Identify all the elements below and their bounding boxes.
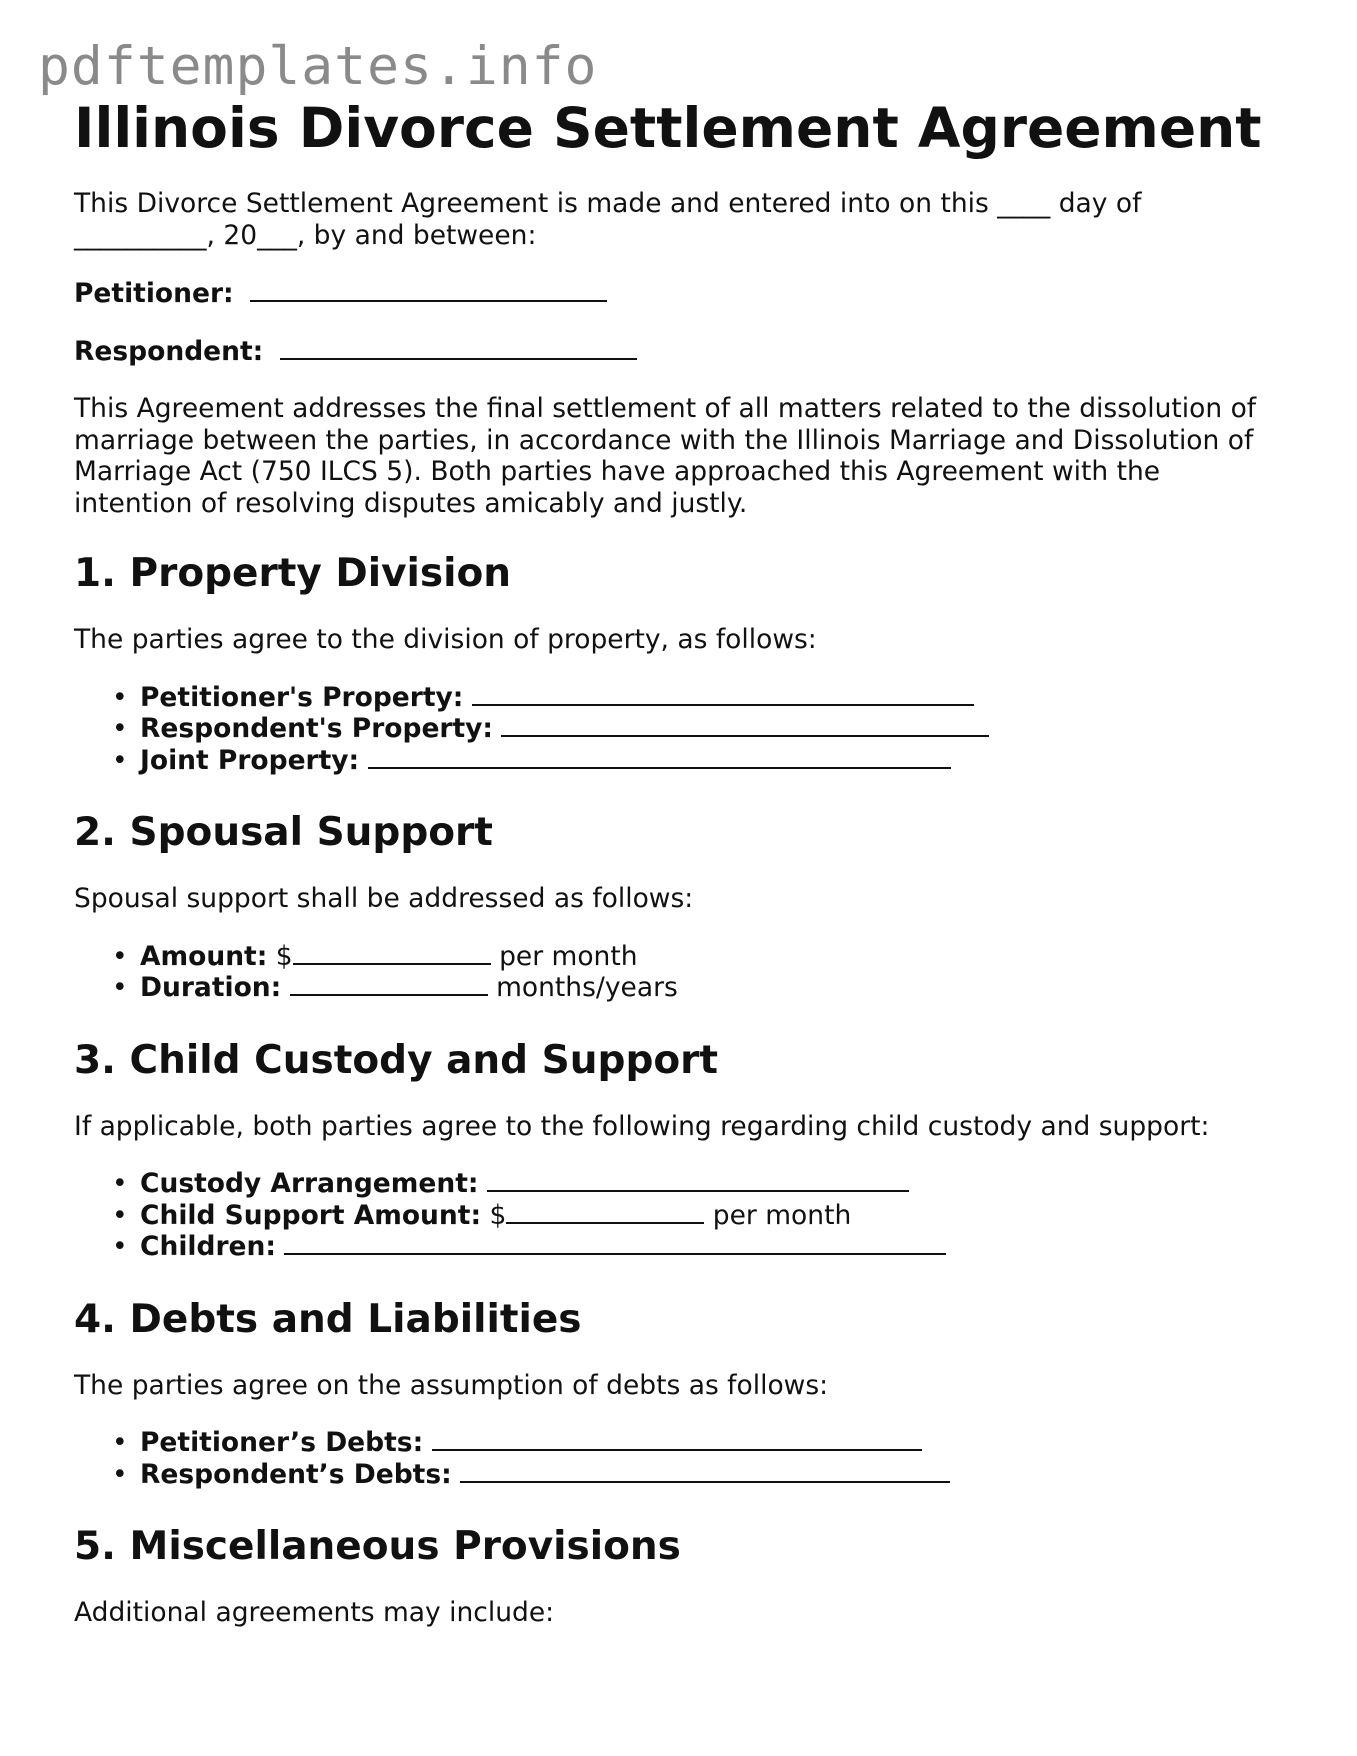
intro-line-2: __________, 20___, by and between: — [74, 219, 537, 251]
children-blank[interactable] — [284, 1231, 946, 1255]
list-item — [112, 713, 1274, 745]
list-item — [112, 1199, 1274, 1232]
item-label: Children: — [140, 1231, 276, 1262]
item-label: Respondent's Property: — [140, 713, 494, 744]
child-support-amount-blank[interactable] — [506, 1200, 704, 1224]
respondent-property-blank[interactable] — [501, 713, 989, 737]
section-intro-child-custody: If applicable, both parties agree to the following regarding child custody and support: — [74, 1110, 1210, 1142]
list-item — [112, 1231, 1274, 1263]
list-item — [112, 972, 1274, 1004]
item-label: Respondent’s Debts: — [140, 1458, 452, 1490]
bullet-icon: • — [112, 1458, 128, 1490]
bullet-icon: • — [112, 713, 128, 744]
list-item — [112, 1427, 1274, 1459]
watermark: pdftemplates.info — [38, 36, 598, 97]
item-label: Petitioner’s Debts: — [140, 1427, 424, 1458]
item-prefix: $ — [275, 940, 293, 972]
item-label: Child Support Amount: — [140, 1199, 482, 1231]
bullet-icon: • — [112, 1199, 128, 1231]
list-item — [112, 1168, 1274, 1200]
item-label: Duration: — [140, 972, 282, 1003]
bullet-icon: • — [112, 681, 128, 713]
intro-paragraph — [74, 188, 1274, 251]
item-suffix: months/years — [487, 972, 678, 1003]
item-prefix: $ — [489, 1199, 507, 1231]
bullet-icon: • — [112, 1168, 128, 1199]
list-item — [112, 681, 1274, 714]
joint-property-blank[interactable] — [368, 745, 951, 769]
respondent-line — [74, 336, 1274, 368]
list-item — [112, 1458, 1274, 1491]
item-label: Amount: — [140, 940, 268, 972]
debts-list — [74, 1427, 1274, 1490]
spousal-support-list — [74, 941, 1274, 1004]
petitioner-property-blank[interactable] — [472, 682, 974, 706]
bullet-icon: • — [112, 972, 128, 1003]
section-intro-debts: The parties agree on the assumption of debts as follows: — [74, 1369, 829, 1401]
spousal-duration-blank[interactable] — [290, 972, 488, 996]
intro-line-1: This Divorce Settlement Agreement is made and entered into on this ____ day of — [74, 188, 1142, 219]
section-heading-debts: 4. Debts and Liabilities — [74, 1296, 582, 1342]
child-custody-list — [74, 1168, 1274, 1263]
document-page — [74, 95, 1274, 1629]
respondent-label: Respondent: — [74, 335, 264, 367]
respondent-debts-blank[interactable] — [460, 1459, 950, 1483]
property-list — [74, 682, 1274, 777]
bullet-icon: • — [112, 1427, 128, 1458]
section-intro-spousal-support: Spousal support shall be addressed as follows: — [74, 883, 694, 914]
section-intro-miscellaneous: Additional agreements may include: — [74, 1597, 555, 1628]
item-label: Custody Arrangement: — [140, 1168, 479, 1199]
spousal-amount-blank[interactable] — [293, 941, 491, 965]
section-heading-property: 1. Property Division — [74, 551, 512, 596]
document-title: Illinois Divorce Settlement Agreement — [74, 96, 1262, 160]
section-heading-child-custody: 3. Child Custody and Support — [74, 1037, 719, 1083]
petitioner-line — [74, 278, 1274, 310]
item-suffix: per month — [490, 940, 638, 972]
respondent-blank[interactable] — [280, 336, 637, 360]
item-suffix: per month — [704, 1199, 852, 1231]
item-label: Petitioner's Property: — [140, 681, 464, 713]
section-intro-property: The parties agree to the division of property, as follows: — [74, 624, 817, 655]
section-heading-miscellaneous: 5. Miscellaneous Provisions — [74, 1524, 681, 1569]
bullet-icon: • — [112, 744, 128, 776]
bullet-icon: • — [112, 1231, 128, 1262]
scope-paragraph: This Agreement addresses the final settlement of all matters related to the dissolution of marriage between the parties, in accordance with the Illinois Marriage and Dissolution of Marriage Act (750 ILCS 5). Both parties have approached this Agreement with the intention of resolving disputes amicably and justly. — [74, 393, 1257, 519]
section-heading-spousal-support: 2. Spousal Support — [74, 810, 493, 855]
list-item — [112, 940, 1274, 973]
custody-arrangement-blank[interactable] — [487, 1168, 909, 1192]
petitioner-blank[interactable] — [250, 278, 607, 302]
petitioner-debts-blank[interactable] — [432, 1427, 922, 1451]
bullet-icon: • — [112, 940, 128, 972]
petitioner-label: Petitioner: — [74, 278, 234, 309]
list-item — [112, 744, 1274, 777]
item-label: Joint Property: — [140, 744, 360, 776]
